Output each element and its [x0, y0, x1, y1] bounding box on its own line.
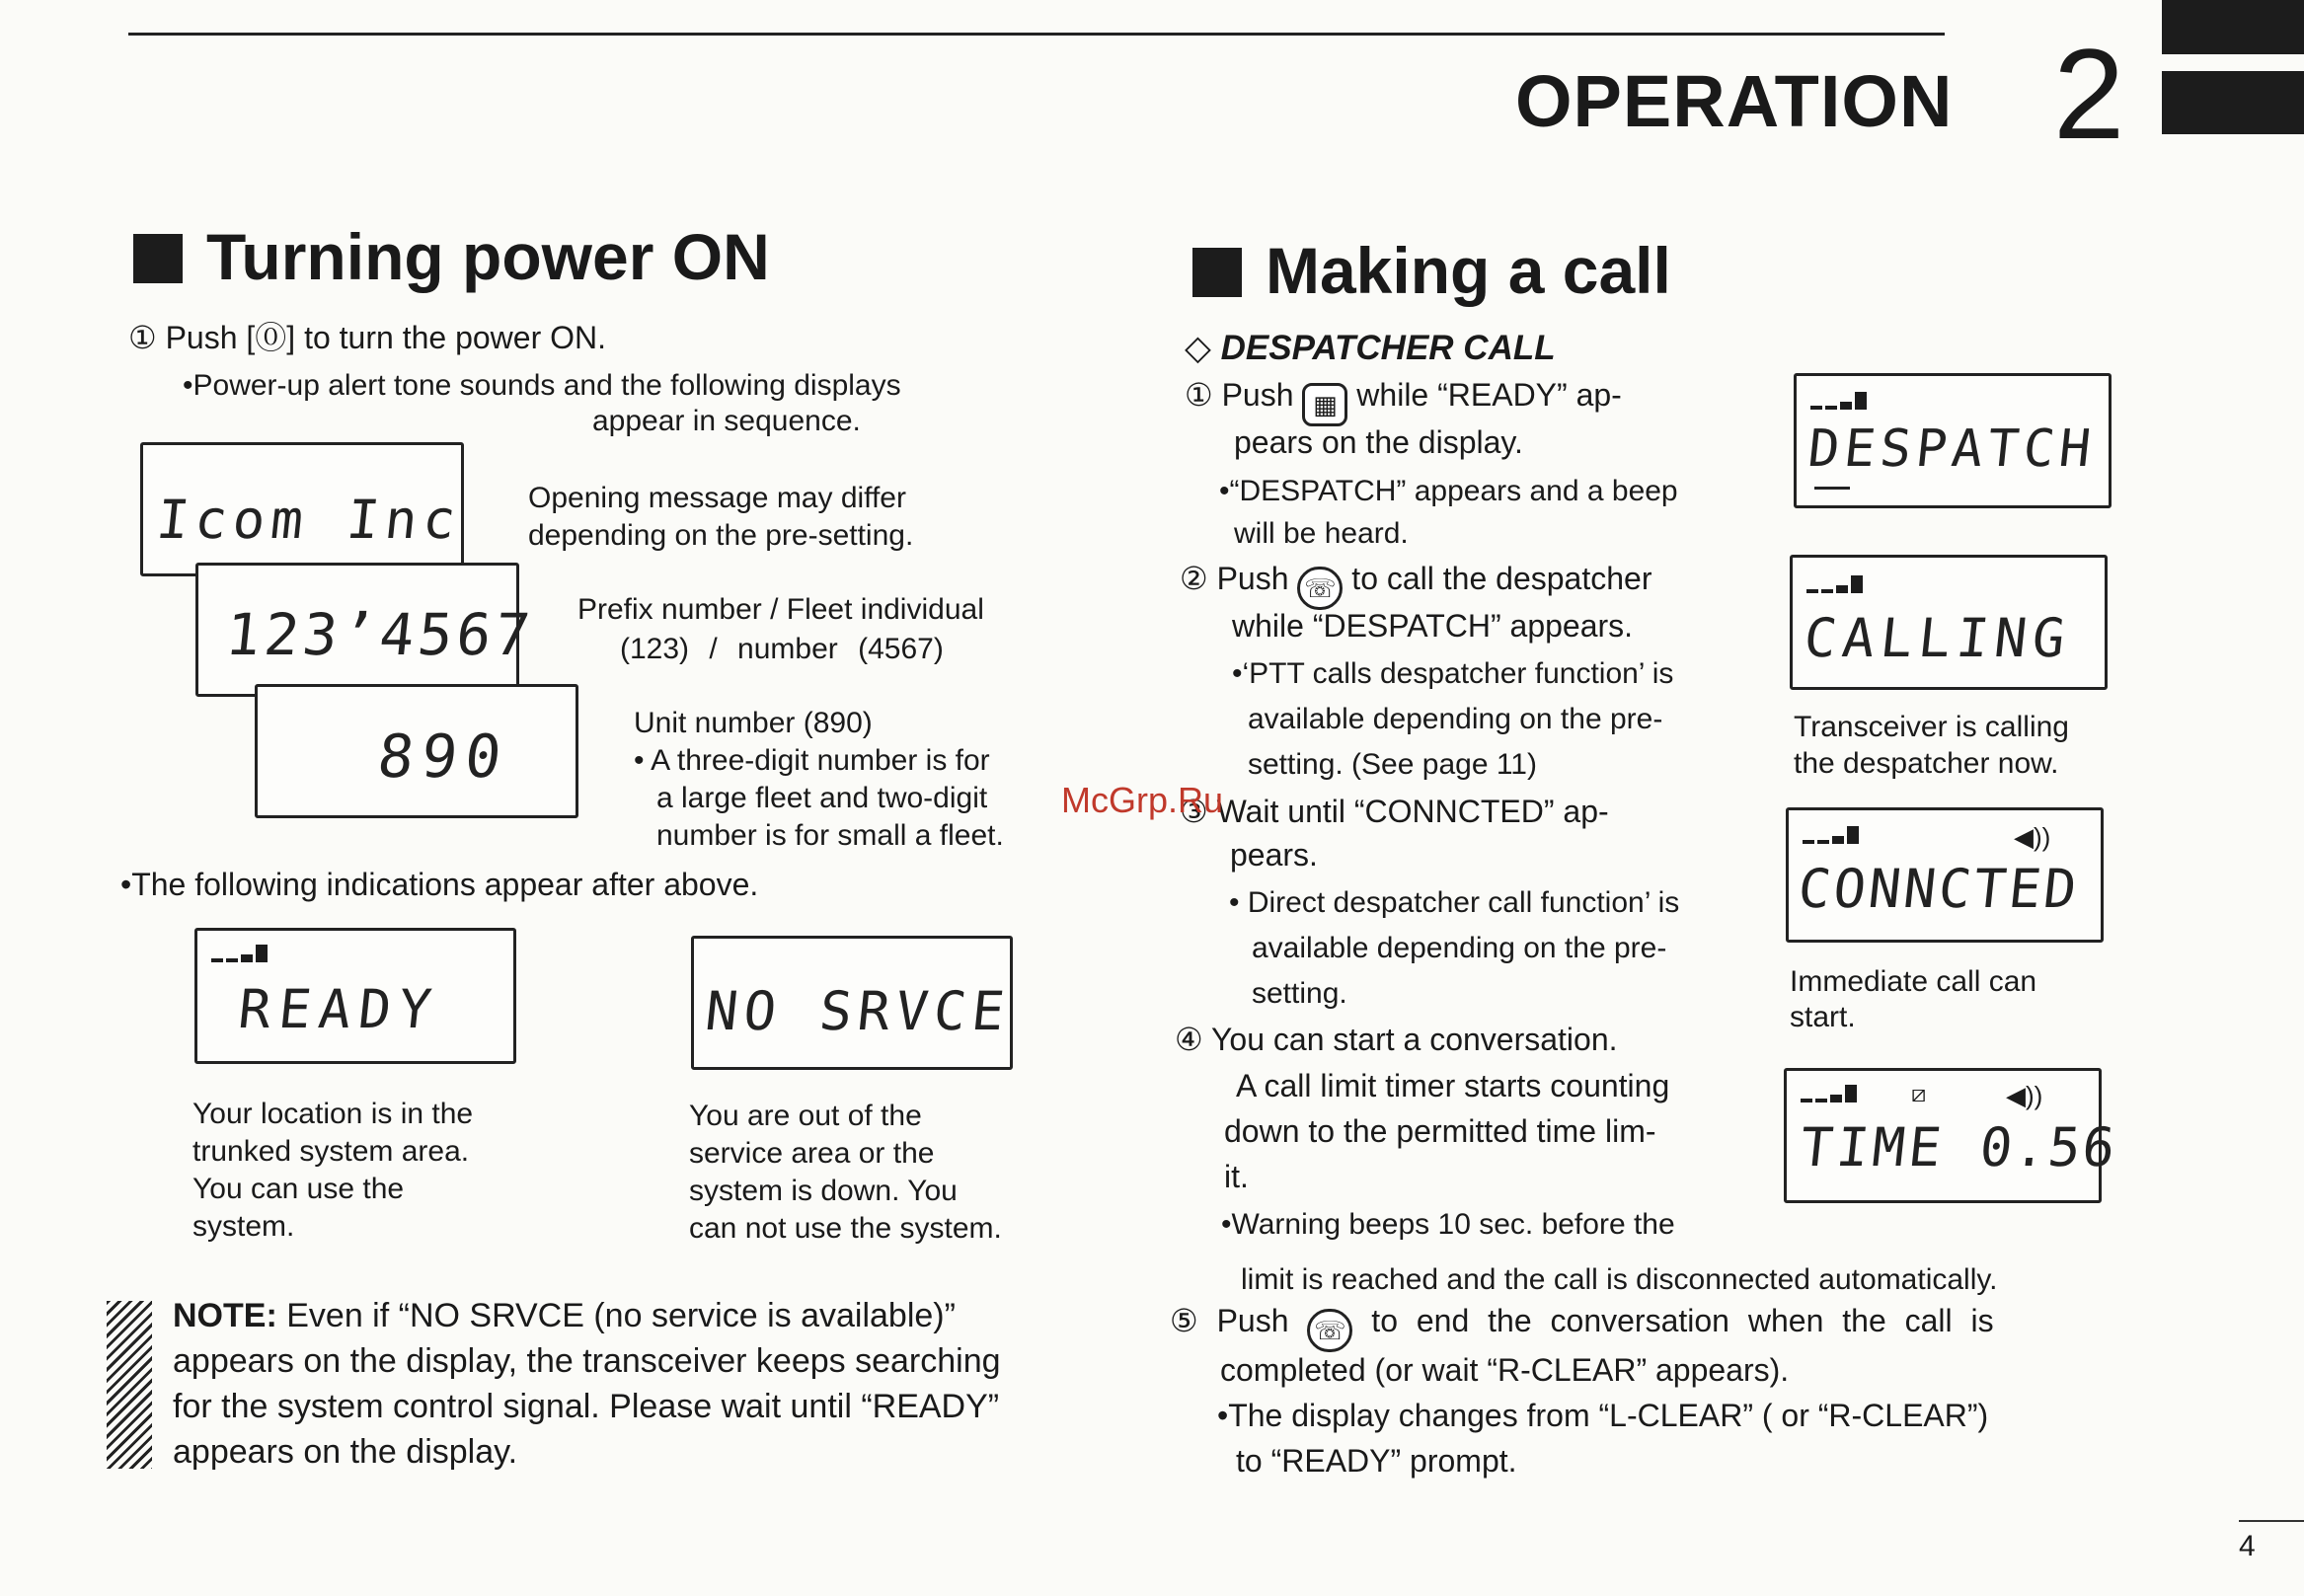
lcd1-caption-a: Opening message may differ: [528, 482, 906, 514]
chapter-tab-lower: [2162, 71, 2304, 134]
lcd3-caption-a: Unit number (890): [634, 707, 873, 739]
cursor-bar: [1814, 487, 1850, 490]
step-1-text: ① Push [⓪] to turn the power ON.: [128, 320, 607, 355]
note-line-3: for the system control signal. Please wait until “READY”: [173, 1388, 1000, 1425]
step-2-e: available depending on the pre-: [1248, 703, 1663, 735]
step-5-c: completed (or wait “R-CLEAR” appears).: [1220, 1352, 1790, 1388]
step-2-c: while “DESPATCH” appears.: [1232, 608, 1634, 644]
section-title-power-on: [133, 219, 770, 294]
connected-caption-a: Immediate call can: [1790, 965, 2037, 998]
step-1-b: while “READY” ap-: [1356, 377, 1622, 413]
ready-caption-3: You can use the: [192, 1173, 405, 1205]
nosrvce-caption-3: system is down. You: [689, 1175, 958, 1207]
step-5-b: to end the conversation when the call is: [1371, 1303, 1994, 1338]
call-key-icon: ☏: [1297, 567, 1343, 610]
step-1-note-a: •Power-up alert tone sounds and the following displays: [183, 369, 901, 402]
note-hatch-icon: [107, 1301, 152, 1469]
call-key-icon: ☏: [1307, 1309, 1352, 1352]
calling-caption-a: Transceiver is calling: [1794, 711, 2069, 743]
step-1-c: pears on the display.: [1234, 424, 1523, 460]
lcd-calling: [1790, 555, 2108, 690]
lcd1-caption-b: depending on the pre-setting.: [528, 519, 914, 552]
ready-caption-2: trunked system area.: [192, 1135, 470, 1168]
nosrvce-caption-4: can not use the system.: [689, 1212, 1002, 1245]
nosrvce-caption-1: You are out of the: [689, 1100, 922, 1132]
note-line-4: appears on the display.: [173, 1433, 518, 1471]
step-2-f: setting. (See page 11): [1248, 748, 1537, 781]
lcd2-caption-b: (123) / number (4567): [620, 633, 944, 665]
lcd-time-value: 0.56: [1976, 1116, 2120, 1178]
lcd-text: DESPATCH: [1805, 419, 2099, 479]
note-line-1: Even if “NO SRVCE (no service is available)”: [276, 1297, 956, 1334]
lcd-despatch: [1794, 373, 2112, 508]
step-5: [1170, 1301, 2117, 1352]
page-number: 4: [2239, 1530, 2256, 1562]
lcd3-caption-b: • A three-digit number is for: [634, 744, 990, 777]
lcd3-caption-c: a large fleet and two-digit: [656, 782, 988, 814]
step-1-e: will be heard.: [1234, 517, 1409, 550]
signal-strength-icon: [1803, 826, 1862, 850]
section-title-text: Making a call: [1266, 234, 1671, 307]
section-bullet-icon: [1192, 248, 1242, 297]
step-4-f: limit is reached and the call is disconnected automatically.: [1241, 1263, 1998, 1296]
ready-caption-4: system.: [192, 1210, 295, 1243]
lcd-text: CALLING: [1801, 607, 2074, 669]
step-2: [1180, 559, 1752, 610]
following-indications: •The following indications appear after above.: [120, 867, 759, 902]
lcd-unit-number: [255, 684, 578, 818]
note-line-2: appears on the display, the transceiver keeps searching: [173, 1342, 1001, 1380]
step-3-e: setting.: [1252, 977, 1347, 1010]
lcd2-caption-a: Prefix number / Fleet individual: [577, 593, 984, 626]
despatcher-call-subtitle: ◇ DESPATCHER CALL: [1185, 329, 1556, 367]
step-5-e: to “READY” prompt.: [1236, 1443, 1517, 1479]
step-5-d: •The display changes from “L-CLEAR” ( or “R-CLEAR”): [1217, 1398, 1989, 1433]
lcd-text: CONNCTED: [1795, 858, 2083, 920]
lcd-text: NO SRVCE: [702, 980, 1014, 1042]
ready-caption-1: Your location is in the: [192, 1098, 474, 1130]
step-1-note-b: appear in sequence.: [592, 405, 861, 437]
note-label: NOTE:: [173, 1297, 277, 1334]
speaker-icon: ◀)): [2014, 822, 2051, 852]
lcd-text: 123’4567: [222, 601, 537, 668]
signal-strength-icon: [1806, 575, 1866, 599]
page-number-rule: [2239, 1520, 2304, 1522]
lcd-text: Icom Inc: [153, 489, 465, 551]
lcd-no-service: [691, 936, 1013, 1070]
step-4-e: •Warning beeps 10 sec. before the: [1221, 1208, 1675, 1241]
step-5-a: ⑤ Push: [1170, 1303, 1289, 1338]
step-2-a: ② Push: [1180, 561, 1289, 596]
keypad-icon: ▦: [1302, 383, 1347, 426]
note-block: [173, 1293, 1081, 1475]
step-1-a: ① Push: [1185, 377, 1294, 413]
connected-caption-b: start.: [1790, 1001, 1856, 1033]
step-4-c: down to the permitted time lim-: [1224, 1113, 1656, 1149]
step-3-a: ③ Wait until “CONNCTED” ap-: [1180, 794, 1609, 829]
section-title-making-call: [1192, 233, 1671, 308]
lcd-time-label: TIME: [1797, 1116, 1949, 1178]
header-rule: [128, 33, 1945, 36]
step-4-d: it.: [1224, 1159, 1249, 1194]
watermark: McGrp.Ru: [1061, 780, 1224, 820]
step-3-c: • Direct despatcher call function’ is: [1229, 886, 1680, 919]
signal-strength-icon: [1810, 392, 1870, 416]
step-1-d: •“DESPATCH” appears and a beep: [1219, 475, 1678, 507]
signal-strength-icon: [1801, 1085, 1860, 1108]
lcd-connected: [1786, 807, 2104, 943]
nosrvce-caption-2: service area or the: [689, 1137, 935, 1170]
lcd-icom-inc: [140, 442, 464, 576]
page-section-title: OPERATION: [1515, 60, 1954, 142]
lcd-time: [1784, 1068, 2120, 1203]
chapter-number: 2: [2053, 22, 2125, 166]
lcd-text: READY: [235, 978, 442, 1040]
speaker-icon: ◀)): [2006, 1081, 2043, 1110]
step-1: [1185, 375, 1752, 426]
section-title-text: Turning power ON: [206, 220, 770, 293]
step-3-b: pears.: [1230, 837, 1318, 873]
lcd-text: 890: [374, 722, 513, 792]
timer-icon: ⧄: [1911, 1081, 1927, 1107]
step-4-a: ④ You can start a conversation.: [1175, 1022, 1618, 1057]
lcd-fleet-number: [195, 563, 537, 697]
step-3-d: available depending on the pre-: [1252, 932, 1667, 964]
lcd-ready: [194, 928, 516, 1064]
calling-caption-b: the despatcher now.: [1794, 747, 2059, 780]
signal-strength-icon: [211, 945, 270, 968]
section-bullet-icon: [133, 234, 183, 283]
step-2-b: to call the despatcher: [1351, 561, 1652, 596]
chapter-tab-upper: [2162, 0, 2304, 54]
step-4-b: A call limit timer starts counting: [1236, 1068, 1670, 1103]
lcd3-caption-d: number is for small a fleet.: [656, 819, 1004, 852]
step-2-d: •‘PTT calls despatcher function’ is: [1232, 657, 1674, 690]
